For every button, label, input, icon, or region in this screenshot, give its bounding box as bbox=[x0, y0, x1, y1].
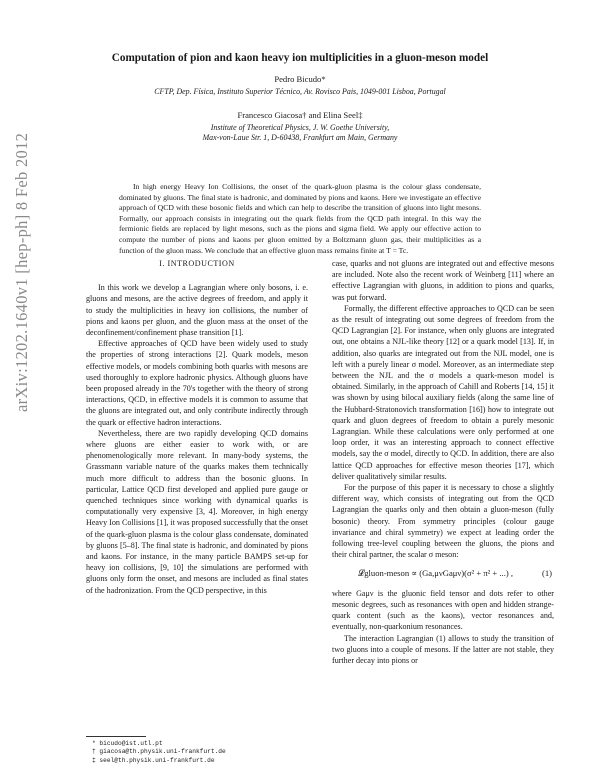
right-paragraph-4: where Gaμν is the gluonic field tensor and dots refer to other mesonic degrees, such as resonances with open and hidden strange-quark content (such as the kaons), vector resonances and, eventually, non-quarkonium resonances. bbox=[332, 588, 554, 632]
abstract-text: In high energy Heavy Ion Collisions, the onset of the quark-gluon plasma is the colour glass condensate, dominated by gluons. The final state is hadronic, and dominated by pions and kaons. Here we investigate an effective approach of QCD with these bosonic fields and which can help to describe the transition of gluons into light mesons. Formally, our approach consists in integrating out the quark fields from the QCD path integral. In this way the fermionic fields are replaced by light mesons, such as the pions and sigma field. We apply our effective action to compute the number of pions and kaons per gluon emitted by a Boltzmann gluon gas, their multiplicities as a function of the gluon mass. We conclude that an effective gluon mass remains finite at T = Tc. bbox=[119, 182, 481, 255]
footnote-giacosa-email: † giacosa@th.physik.uni-frankfurt.de bbox=[92, 748, 226, 756]
arxiv-identifier-stamp: arXiv:1202.1640v1 [hep-ph] 8 Feb 2012 bbox=[12, 132, 31, 412]
equation-1 bbox=[332, 568, 554, 579]
author-bicudo: Pedro Bicudo* bbox=[274, 74, 326, 84]
intro-paragraph-1: In this work we develop a Lagrangian where only bosons, i. e. gluons and mesons, are the active degrees of freedom, and apply it to study the multiplicities in heavy ion collisions, the number of pions and kaons per gluon, and the gluon mass at the onset of the deconfinement/confinement phase transition [1]. bbox=[86, 283, 308, 338]
equation-expression: 𝓛gluon-meson ∝ (Ga,μνGaμν)(σ² + π² + ...) , bbox=[358, 568, 514, 579]
footnotes bbox=[86, 736, 308, 765]
equation-number: (1) bbox=[541, 568, 552, 579]
left-column bbox=[86, 258, 308, 596]
affiliation-cftp: CFTP, Dep. Física, Instituto Superior Técnico, Av. Rovisco Pais, 1049-001 Lisboa, Portugal bbox=[154, 87, 446, 96]
intro-paragraph-2: Effective approaches of QCD have been widely used to study the properties of strong interactions [2]. Quark models, meson effective models, or models combining both quarks with mesons are used thoroughly to explore hadronic physics. Although gluons have been proposed already in the 70's together with the theory of strong interactions, QCD, in effective models it is common to assume that the gluons are integrated out, and only contribute indirectly through the quark or effective hadron interactions. bbox=[86, 339, 308, 427]
affiliation-frankfurt-line1: Institute of Theoretical Physics, J. W. Goethe University, bbox=[210, 123, 390, 132]
authors-giacosa-seel: Francesco Giacosa† and Elina Seel‡ bbox=[237, 110, 363, 120]
section-heading-introduction: I. INTRODUCTION bbox=[159, 259, 235, 268]
footnote-rule bbox=[86, 736, 146, 737]
abstract bbox=[119, 182, 481, 256]
right-paragraph-2: Formally, the different effective approaches to QCD can be seen as the result of integrating out some degrees of freedom from the QCD Lagrangian [2]. For instance, when only gluons are integrated out, one obtains a NJL-like theory [12] or a quark model [13]. If, in addition, also quarks are integrated out from the NJL model, one is left with a purely linear σ model. Moreover, as an intermediate step between the NJL and the σ models a quark-meson model is obtained. Similarly, in the approach of Cahill and Roberts [14, 15] it was shown by using bilocal auxiliary fields (along the same line of the Hubbard-Stratonovich transformation [16]) how to integrate out quark and gluon degrees of freedom to obtain a purely mesonic Lagrangian. While these calculations were only performed at one loop order, it was an interesting approach to connect effective models, say the σ model, directly to QCD. In addition, there are also lattice QCD approaches for effective meson theories [17], which deliver qualitatively similar results. bbox=[332, 303, 554, 481]
right-column bbox=[332, 258, 554, 666]
right-paragraph-5: The interaction Lagrangian (1) allows to study the transition of two gluons into a couple of mesons. If the latter are not stable, they further decay into pions or bbox=[332, 633, 554, 665]
paper-title: Computation of pion and kaon heavy ion multiplicities in a gluon-meson model bbox=[111, 52, 489, 64]
footnote-seel-email: ‡ seel@th.physik.uni-frankfurt.de bbox=[92, 756, 215, 764]
affiliation-frankfurt-line2: Max-von-Laue Str. 1, D-60438, Frankfurt am Main, Germany bbox=[202, 133, 398, 142]
intro-paragraph-3: Nevertheless, there are two rapidly developing QCD domains where gluons are either easier to work with, or are phenomenologically more relevant. In many-body systems, the Grassmann variable nature of the quarks makes them technically much more difficult to address than the bosonic gluons. In particular, Lattice QCD first developed and applied pure gauge or quenched techniques since working with dynamical quarks is computationally very expensive [3, 4]. Moreover, in high energy Heavy Ion Collisions [1], it was proposed successfully that the onset of the quark-gluon plasma is the colour glass condensate, dominated by gluons [5–8]. The final state is hadronic, and dominated by pions and kaons. For instance, in the many particle BAMPS set-up for heavy ion collisions, [9, 10] the simulations are performed with gluons only form the onset, and mesons are included as final states of the hadronization. From the QCD perspective, in this bbox=[86, 428, 308, 595]
right-paragraph-3: For the purpose of this paper it is necessary to chose a slightly different way, which consists of integrating out from the QCD Lagrangian the quarks only and then obtain a gluon-meson (fully bosonic) theory. From symmetry principles (colour gauge invariance and chiral symmetry) we expect at leading order the following tree-level coupling between the gluons, the pions and their chiral partner, the scalar σ meson: bbox=[332, 483, 554, 560]
footnote-bicudo-email: * bicudo@ist.utl.pt bbox=[92, 740, 163, 747]
right-paragraph-1: case, quarks and not gluons are integrated out and effective mesons are included. Note also the recent work of Weinberg [11] where an effective Lagrangian with gluons, in addition to pions and quarks, was put forward. bbox=[332, 259, 554, 302]
